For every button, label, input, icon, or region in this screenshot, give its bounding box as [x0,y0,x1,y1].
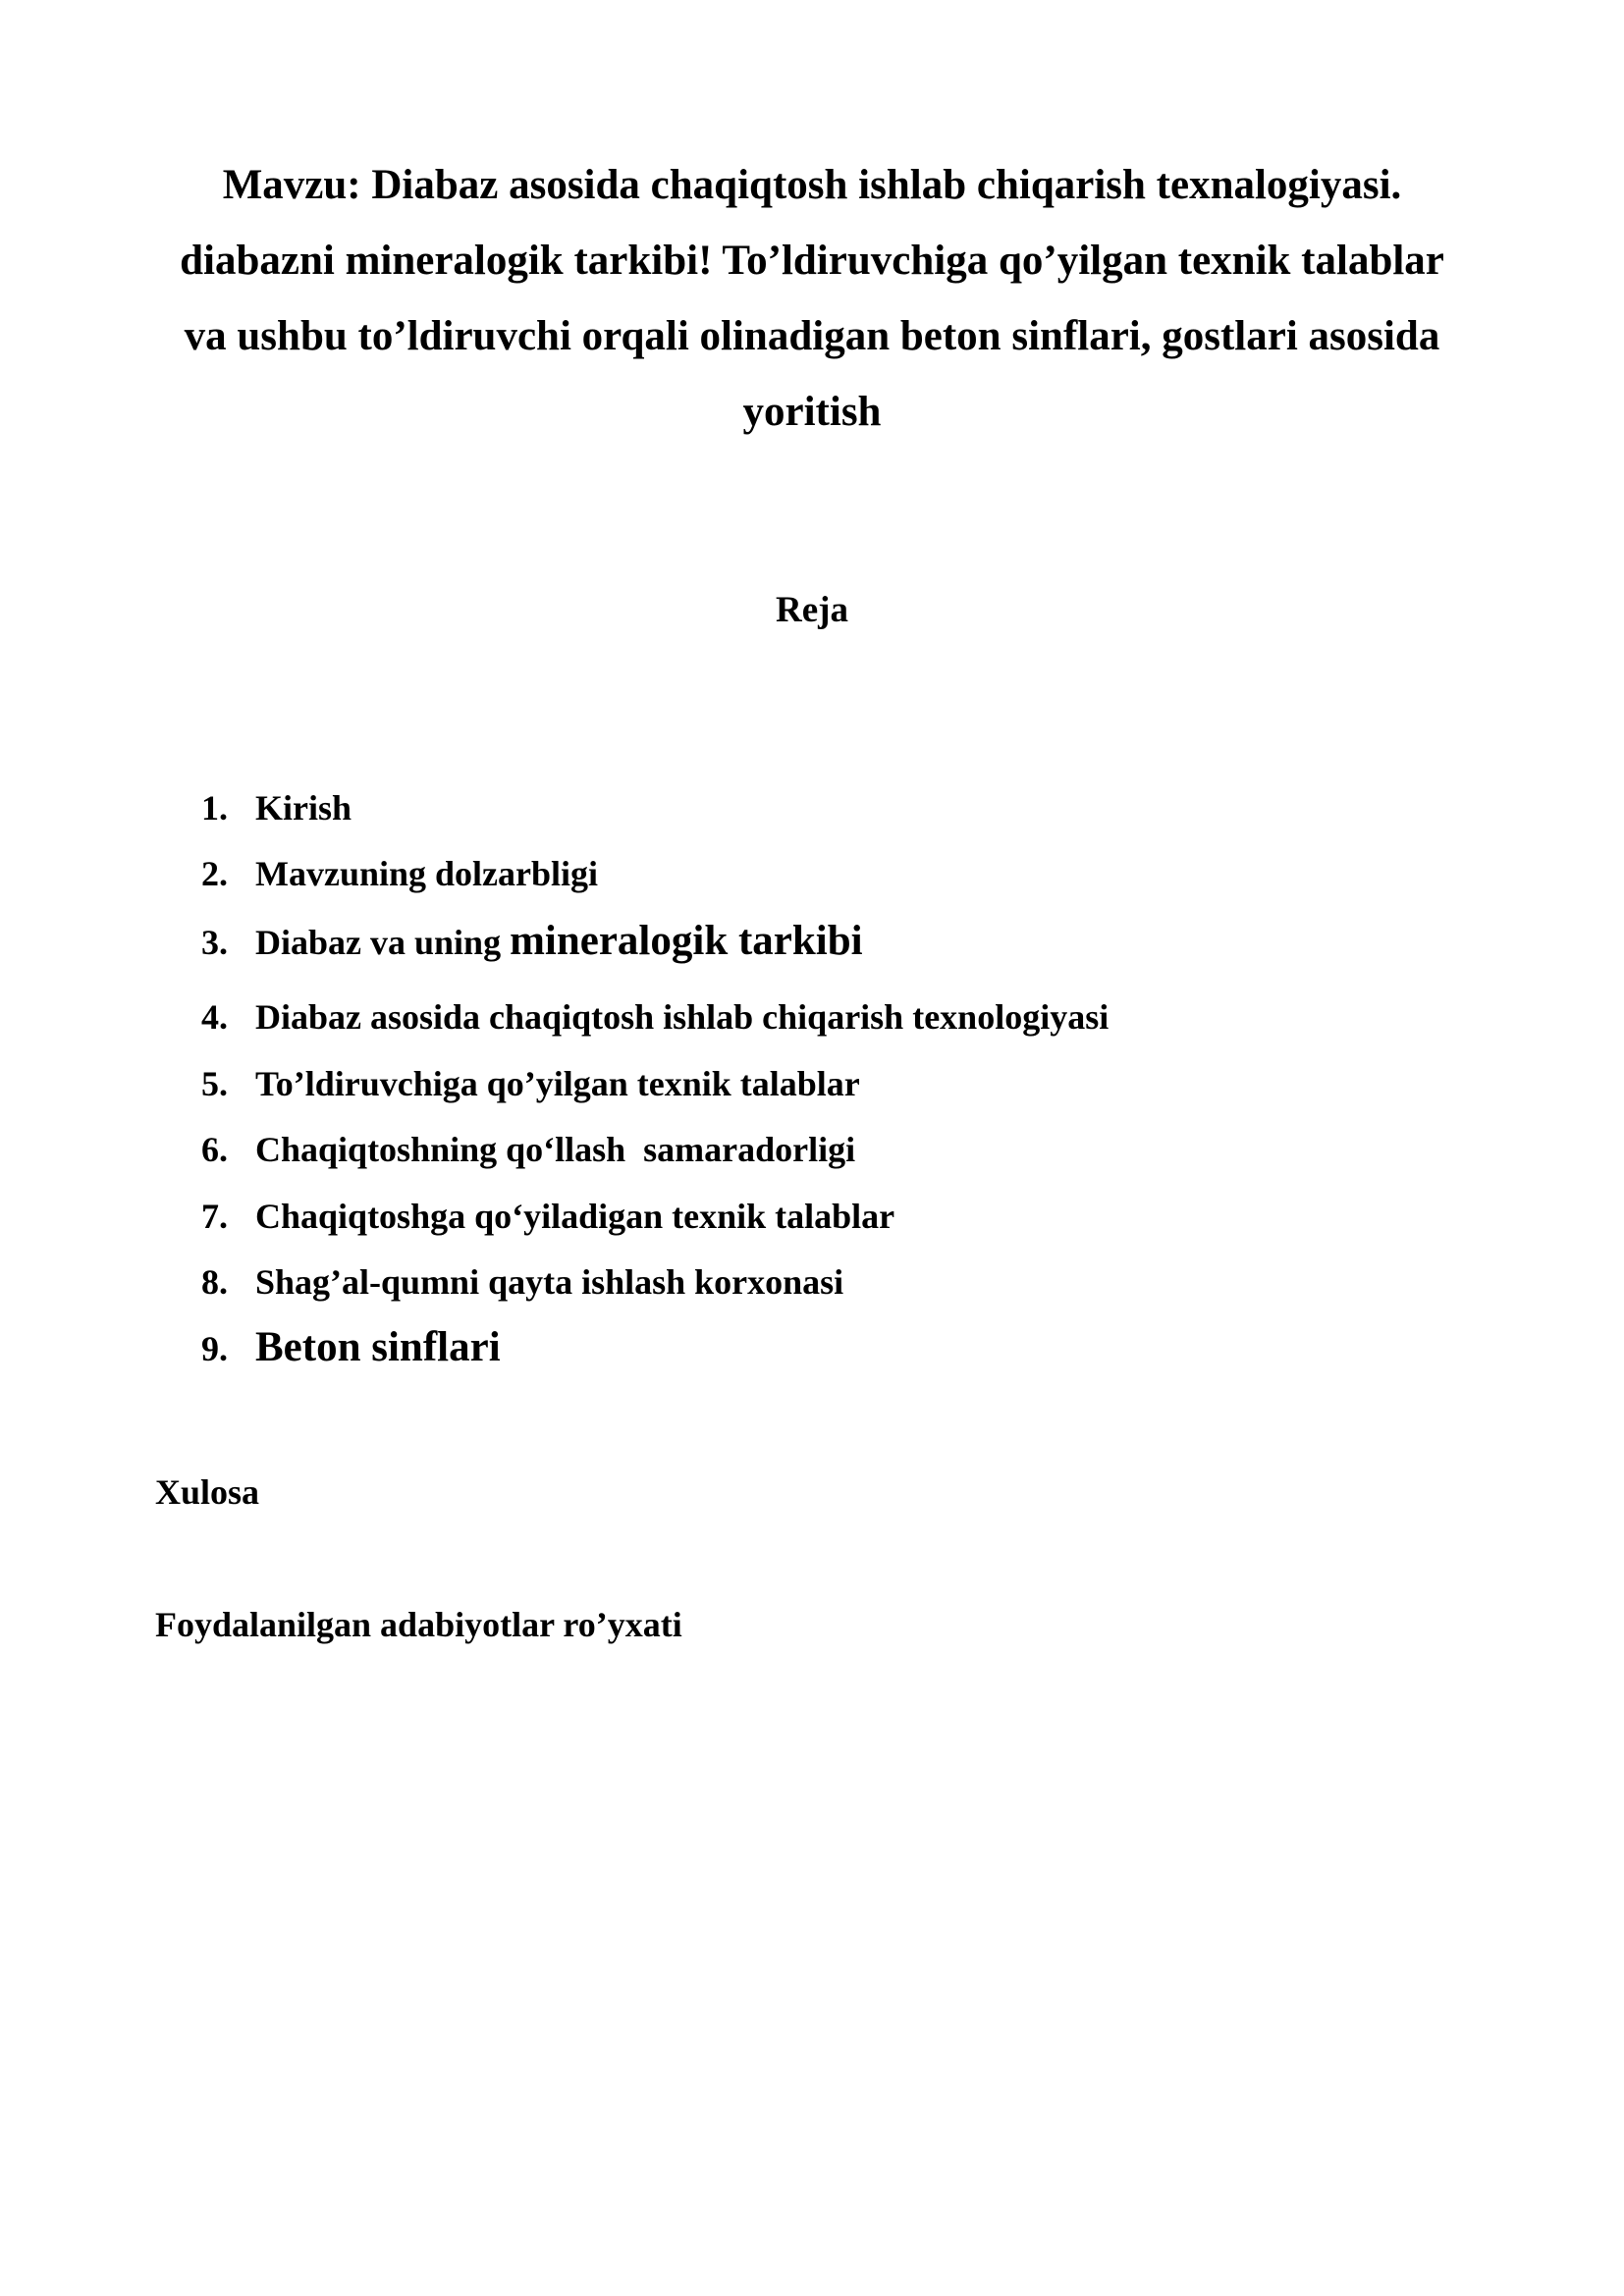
title-line-4: yoritish [742,389,882,435]
title-line-2: diabazni mineralogik tarkibi! To’ldiruvchiga qo’yilgan texnik talablar [180,238,1444,284]
plan-item-text: Chaqiqtoshning qo‘llash samaradorligi [255,1130,856,1169]
plan-item-number: 3. [201,923,228,962]
references-heading: Foydalanilgan adabiyotlar ro’yxati [155,1605,682,1644]
conclusion-heading: Xulosa [155,1472,260,1512]
plan-item-text-large: mineralogik tarkibi [510,918,863,964]
plan-item-text: To’ldiruvchiga qo’yilgan texnik talablar [255,1064,860,1103]
plan-item-text: Chaqiqtoshga qo‘yiladigan texnik talablar [255,1197,895,1236]
plan-item-number: 5. [201,1064,228,1103]
plan-item-number: 4. [201,997,228,1037]
plan-item [201,1194,894,1239]
plan-item [201,1325,501,1371]
plan-item-number: 6. [201,1130,228,1169]
plan-heading: Reja [776,590,848,630]
plan-item [201,1259,843,1305]
plan-item [201,1061,860,1106]
plan-item-text: Beton sinflari [255,1324,501,1370]
title-line-1: Mavzu: Diabaz asosida chaqiqtosh ishlab chiqarish texnalogiyasi. [222,162,1402,208]
plan-item [201,1127,855,1172]
document-title [147,147,1477,450]
title-line-3: va ushbu to’ldiruvchi orqali olinadigan beton sinflari, gostlari asosida [184,313,1440,359]
plan-item [201,851,598,896]
plan-item-text: Mavzuning dolzarbligi [255,854,599,893]
plan-item [201,994,1109,1040]
plan-item-text: Shag’al-qumni qayta ishlash korxonasi [255,1262,844,1302]
plan-item [201,785,352,830]
plan-item-number: 8. [201,1262,228,1302]
plan-item-number: 1. [201,788,228,828]
plan-item-text: Diabaz asosida chaqiqtosh ishlab chiqarish texnologiyasi [255,997,1110,1037]
plan-item-number: 9. [201,1329,228,1368]
plan-item-text: Diabaz va uning [255,923,511,962]
plan-item-number: 7. [201,1197,228,1236]
plan-item-number: 2. [201,854,228,893]
plan-item [201,919,863,965]
plan-item-text: Kirish [255,788,352,828]
